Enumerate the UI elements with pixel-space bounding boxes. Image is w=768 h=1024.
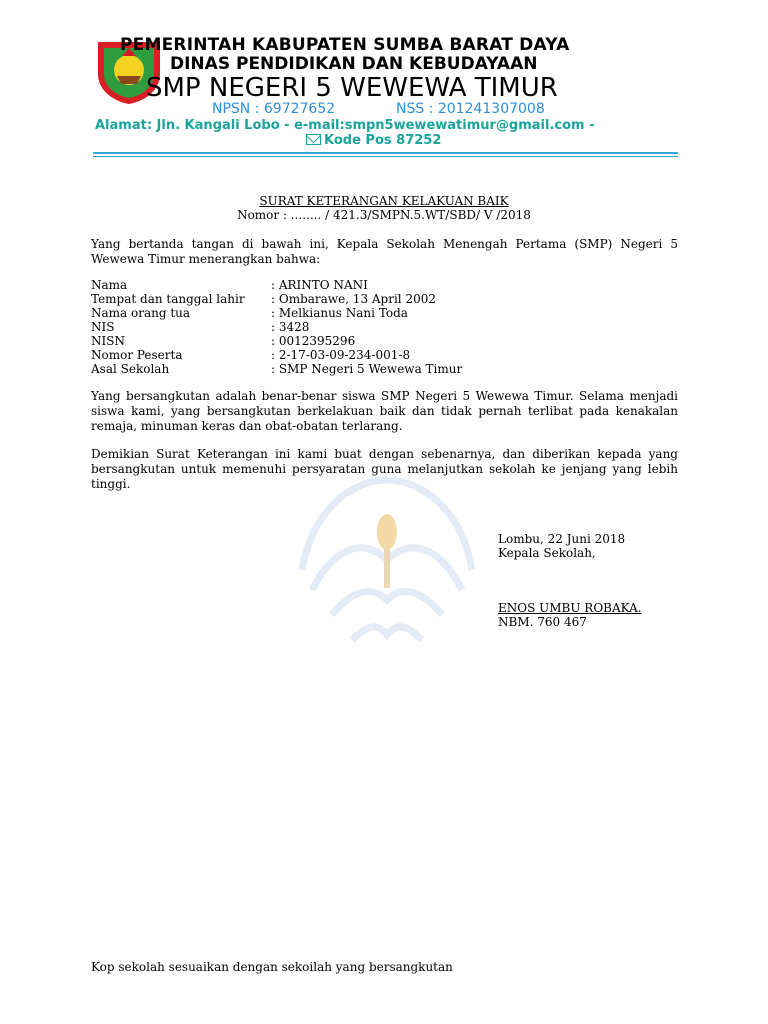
field-value: : Ombarawe, 13 April 2002 [271, 292, 436, 306]
header-npsn: NPSN : 69727652 [212, 101, 336, 117]
header-address: Alamat: Jln. Kangali Lobo - e-mail:smpn5wewewatimur@gmail.com - [95, 118, 595, 133]
field-value: : 3428 [271, 320, 310, 334]
field-label: Tempat dan tanggal lahir [91, 292, 245, 306]
header-school-name: SMP NEGERI 5 WEWEWA TIMUR [146, 73, 558, 103]
field-label: Nama [91, 278, 128, 292]
signature-place-date: Lombu, 22 Juni 2018 [498, 532, 626, 546]
footer-note: Kop sekolah sesuaikan dengan sekoilah yang bersangkutan [91, 960, 453, 974]
body-paragraph: Yang bersangkutan adalah benar-benar siswa SMP Negeri 5 Wewewa Timur. Selama menjadi siswa kami, yang bersangkutan berkelakuan baik dan tidak pernah terlibat pada kenakalan remaja, minuman keras dan obat-obatan terlarang. [91, 389, 678, 433]
header-nss: NSS : 201241307008 [396, 101, 545, 117]
header-divider-thick [93, 152, 678, 154]
field-value: : ARINTO NANI [271, 278, 368, 292]
field-label: NISN [91, 334, 125, 348]
signature-nbm: NBM. 760 467 [498, 615, 587, 629]
intro-paragraph: Yang bertanda tangan di bawah ini, Kepala Sekolah Menengah Pertama (SMP) Negeri 5 Wewewa Timur menerangkan bahwa: [91, 237, 678, 266]
field-label: Nomor Peserta [91, 348, 183, 362]
envelope-icon [306, 134, 321, 145]
field-label: Asal Sekolah [91, 362, 170, 376]
header-postal-code [306, 133, 441, 148]
field-value: : SMP Negeri 5 Wewewa Timur [271, 362, 463, 376]
field-label: NIS [91, 320, 115, 334]
field-value: : 2-17-03-09-234-001-8 [271, 348, 411, 362]
header-government-line: PEMERINTAH KABUPATEN SUMBA BARAT DAYA [120, 35, 570, 55]
header-department-line: DINAS PENDIDIKAN DAN KEBUDAYAAN [170, 54, 538, 74]
letter-number: Nomor : ........ / 421.3/SMPN.5.WT/SBD/ V /2018 [237, 208, 531, 222]
letter-title: SURAT KETERANGAN KELAKUAN BAIK [259, 194, 509, 208]
postal-code-text: Kode Pos 87252 [324, 133, 442, 148]
closing-paragraph: Demikian Surat Keterangan ini kami buat dengan sebenarnya, dan diberikan kepada yang bersangkutan untuk memenuhi persyaratan guna melanjutkan sekolah ke jenjang yang lebih tinggi. [91, 447, 678, 491]
signature-name: ENOS UMBU ROBAKA. [498, 601, 642, 615]
signature-position: Kepala Sekolah, [498, 546, 596, 560]
field-label: Nama orang tua [91, 306, 191, 320]
field-value: : Melkianus Nani Toda [271, 306, 408, 320]
field-value: : 0012395296 [271, 334, 356, 348]
header-divider-thin [93, 156, 678, 157]
